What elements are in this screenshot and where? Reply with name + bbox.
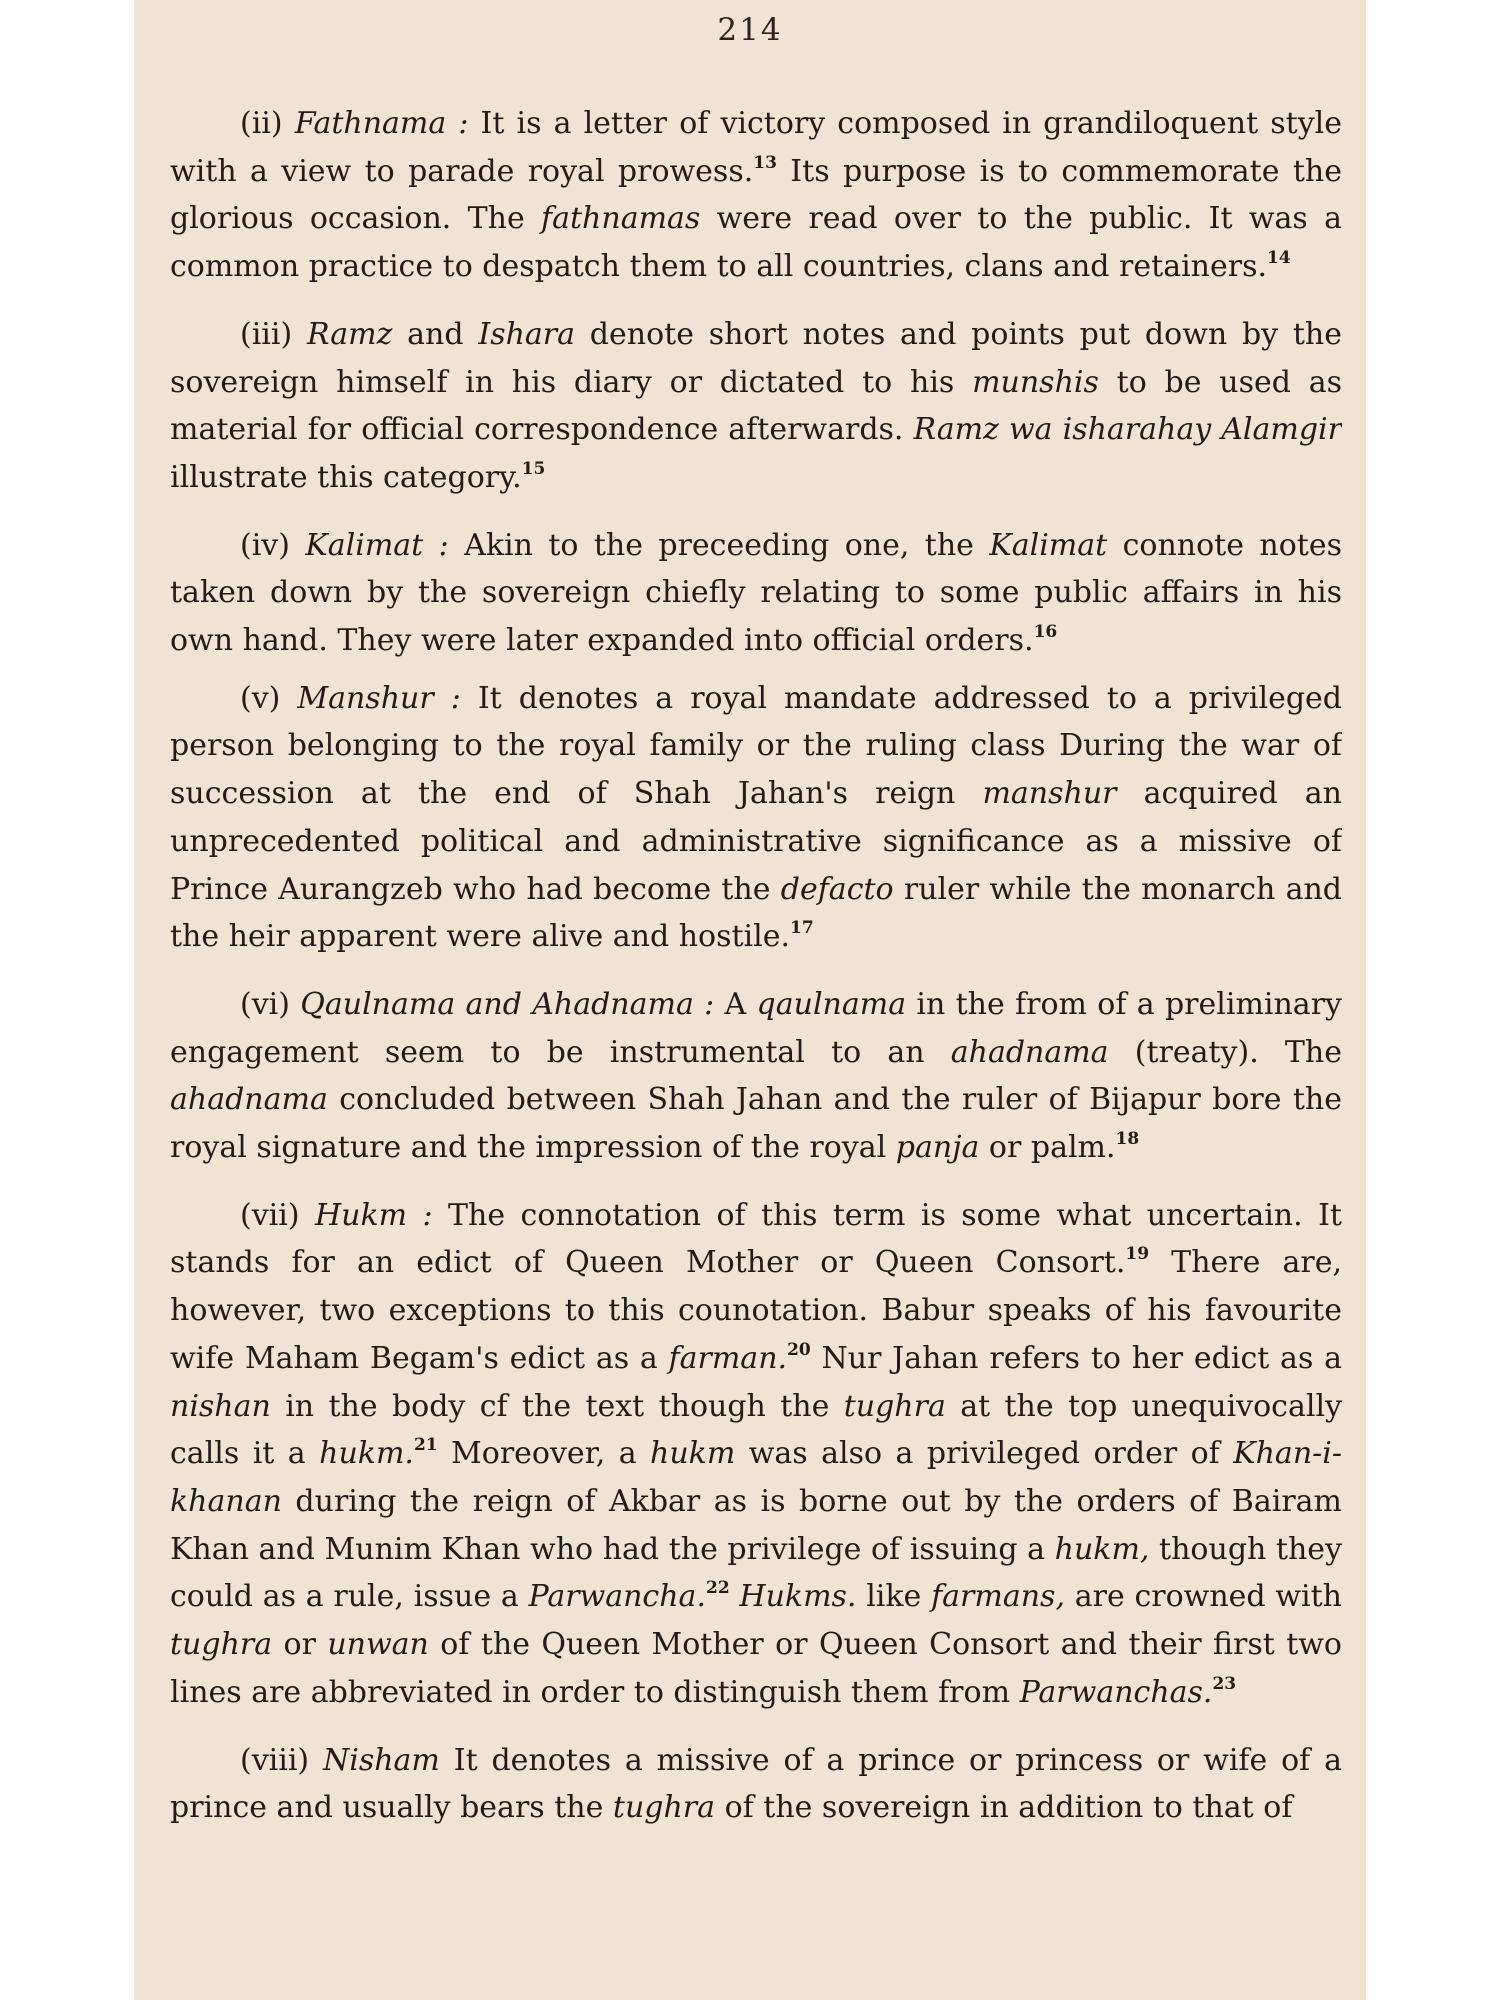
text-run: though they could as a rule, issue a xyxy=(170,1531,1342,1615)
text-run: Akin to the preceeding one, the xyxy=(448,527,990,563)
book-page xyxy=(134,0,1366,2000)
italic-term: tughra xyxy=(843,1388,946,1424)
text-run: were read over to the public. It was a common practice to despatch them to all countries, clans and retainers. xyxy=(170,201,1342,285)
italic-term: munshis xyxy=(972,364,1099,400)
text-run: (vi) xyxy=(240,986,301,1022)
footnote-marker: 19 xyxy=(1125,1244,1150,1265)
italic-term: fathnamas xyxy=(541,201,701,237)
italic-term: Ishara xyxy=(478,316,576,352)
italic-term: nishan xyxy=(170,1388,271,1424)
text-run: It is a letter of victory composed in grandiloquent style with a view to parade royal prowess. xyxy=(170,106,1342,189)
text-run: or xyxy=(272,1627,328,1663)
footnote-marker: 17 xyxy=(790,918,814,939)
footnote-marker: 22 xyxy=(705,1578,730,1599)
text-run: and xyxy=(392,316,479,352)
text-run: at the top unequivocally calls it a xyxy=(170,1388,1342,1472)
italic-term: hukm xyxy=(650,1436,736,1472)
footnote-marker: 16 xyxy=(1033,622,1058,643)
text-run: A xyxy=(714,986,757,1022)
paragraph-hukm xyxy=(170,1192,1342,1717)
italic-term: Khan-i-khanan xyxy=(170,1436,1342,1519)
paragraph-qaulnama-ahadnama xyxy=(170,981,1342,1172)
italic-term: ahadnama xyxy=(950,1034,1109,1070)
text-run: (treaty). The xyxy=(1108,1034,1342,1070)
italic-term: hukm. xyxy=(319,1436,414,1472)
italic-term: unwan xyxy=(327,1627,429,1663)
text-run: of the Queen Mother or Queen Consort and their first two lines are abbreviated in order to distinguish them from xyxy=(170,1627,1342,1710)
italic-term: tughra xyxy=(612,1790,716,1826)
text-run: in the body cf the text though the xyxy=(270,1388,844,1424)
text-run: The connotation of this term is some what uncertain. It stands for an edict of Queen Mother or Queen Consort. xyxy=(170,1197,1342,1281)
italic-term: defacto xyxy=(780,871,894,907)
text-run: (iii) xyxy=(240,316,307,352)
italic-term: hukm, xyxy=(1054,1531,1150,1567)
text-run: are crowned with xyxy=(1064,1579,1342,1615)
text-run: There are, however, two exceptions to this counotation. Babur speaks of his favourite wife Maham Begam's edict as a xyxy=(170,1245,1342,1376)
page-text xyxy=(170,100,1342,1832)
italic-term: Parwancha. xyxy=(528,1579,706,1615)
italic-term: Hukm : xyxy=(314,1197,433,1233)
italic-term: tughra xyxy=(170,1627,273,1663)
italic-term: Manshur : xyxy=(297,680,461,716)
italic-term: Ramz xyxy=(306,316,393,352)
text-run xyxy=(730,1579,740,1614)
text-run: Its purpose is to commemorate the glorious occasion. The xyxy=(170,153,1342,237)
text-run: It denotes a royal mandate addressed to a privileged person belonging to the royal family or the ruling class During the war of succession at the end of Shah Jahan's reign xyxy=(170,680,1342,812)
text-run: like xyxy=(856,1579,932,1615)
footnote-marker: 13 xyxy=(753,152,777,173)
italic-term: farmans, xyxy=(931,1579,1065,1615)
text-run: concluded between Shah Jahan and the ruler of Bijapur bore the royal signature and the impression of the royal xyxy=(170,1082,1342,1166)
italic-term: qaulnama xyxy=(756,986,907,1022)
paragraph-ramz-ishara xyxy=(170,311,1342,502)
footnote-marker: 15 xyxy=(521,458,546,479)
text-run: (vii) xyxy=(240,1197,315,1233)
italic-term: Hukms. xyxy=(739,1579,857,1615)
text-run: was also a privileged order of xyxy=(735,1436,1234,1472)
text-run: connote notes taken down by the sovereign chiefly relating to some public affairs in his own hand. They were later expanded into official orders. xyxy=(170,527,1342,659)
footnote-marker: 18 xyxy=(1115,1129,1140,1150)
text-run: to be used as material for official correspondence afterwards. xyxy=(170,364,1342,448)
italic-term: Fathnama : xyxy=(294,106,469,141)
paragraph-kalimat xyxy=(170,522,1342,665)
italic-term: panja xyxy=(895,1130,980,1166)
italic-term: Parwanchas. xyxy=(1019,1674,1213,1710)
italic-term: Kalimat xyxy=(989,527,1108,563)
text-run: (ii) xyxy=(240,106,295,141)
text-run: in the from of a preliminary engagement seem to be instrumental to an xyxy=(170,986,1342,1070)
paragraph-nisham xyxy=(170,1737,1342,1832)
text-run: acquired an unprecedented political and administrative significance as a missive of Prince Aurangzeb who had become the xyxy=(170,776,1342,907)
footnote-marker: 20 xyxy=(787,1339,811,1360)
text-run: (v) xyxy=(240,680,298,716)
italic-term: Qaulnama and Ahadnama : xyxy=(300,986,715,1022)
text-run: illustrate this category. xyxy=(170,459,522,495)
text-run: Nur Jahan refers to her edict as a xyxy=(810,1340,1342,1376)
italic-term: manshur xyxy=(982,776,1117,812)
footnote-marker: 14 xyxy=(1267,248,1291,269)
italic-term: Nisham xyxy=(322,1742,440,1778)
italic-term: Ramz wa isharahay Alamgir xyxy=(913,412,1342,448)
footnote-marker: 21 xyxy=(413,1435,438,1456)
text-run: (iv) xyxy=(240,527,306,563)
text-run: (viii) xyxy=(240,1742,323,1778)
text-run: ruler while the monarch and the heir apparent were alive and hostile. xyxy=(170,871,1342,955)
text-run: denote short notes and points put down by the sovereign himself in his diary or dictated to his xyxy=(170,316,1342,400)
page-text-area xyxy=(170,100,1342,1940)
paragraph-manshur xyxy=(170,675,1342,961)
italic-term: Kalimat : xyxy=(305,527,449,563)
italic-term: farman. xyxy=(668,1340,788,1376)
page-number: 214 xyxy=(717,12,783,48)
text-run: Moreover, a xyxy=(437,1436,651,1472)
italic-term: ahadnama xyxy=(170,1082,328,1118)
text-run: It denotes a missive of a prince or princess or wife of a prince and usually bears the xyxy=(170,1742,1342,1826)
text-run: or palm. xyxy=(979,1130,1116,1166)
text-run: of the sovereign in addition to that of xyxy=(715,1790,1293,1826)
paragraph-fathnama xyxy=(170,100,1342,291)
footnote-marker: 23 xyxy=(1212,1673,1237,1694)
text-run: during the reign of Akbar as is borne out by the orders of Bairam Khan and Munim Khan who had the privilege of issuing a xyxy=(170,1483,1342,1567)
